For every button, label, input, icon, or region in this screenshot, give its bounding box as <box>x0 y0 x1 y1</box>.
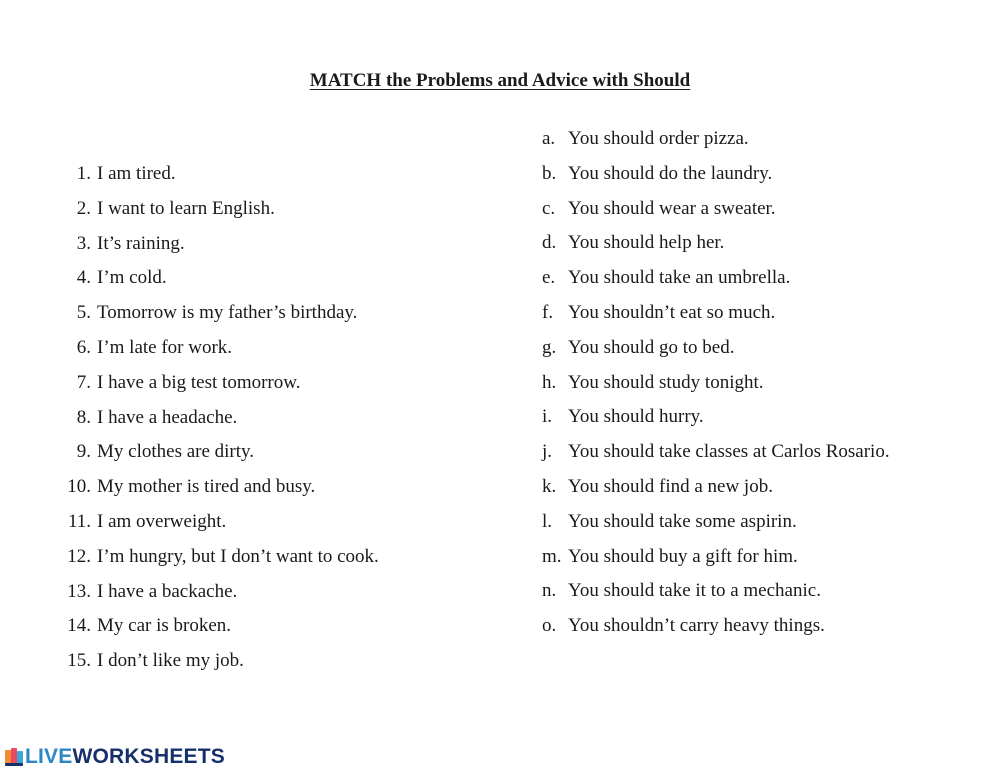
advice-text: You should take classes at Carlos Rosario. <box>568 441 890 463</box>
advice-item <box>542 331 982 366</box>
advice-item <box>542 122 982 157</box>
problem-number: 12. <box>67 545 91 567</box>
advice-item <box>542 157 982 192</box>
problem-number: 3. <box>76 232 91 254</box>
problem-number: 5. <box>76 302 91 324</box>
problem-item <box>56 227 456 262</box>
problem-item <box>56 401 456 436</box>
advice-item <box>542 609 982 644</box>
problem-number: 8. <box>76 406 91 428</box>
liveworksheets-logo-icon <box>4 747 24 767</box>
advice-letter: k. <box>542 475 557 497</box>
advice-text: You should hurry. <box>568 406 704 428</box>
problem-number: 2. <box>76 197 91 219</box>
problem-text: I don’t like my job. <box>97 650 244 672</box>
advice-text: You should study tonight. <box>568 371 764 393</box>
advice-text: You should order pizza. <box>568 128 749 149</box>
problem-text: It’s raining. <box>97 232 185 254</box>
problem-number: 1. <box>76 163 91 184</box>
advice-letter: h. <box>542 371 557 393</box>
problem-item <box>56 540 456 575</box>
problem-text: My clothes are dirty. <box>97 441 255 463</box>
advice-item <box>542 226 982 261</box>
advice-text: You should buy a gift for him. <box>568 545 798 567</box>
advice-item <box>542 505 982 540</box>
problem-number: 15. <box>67 650 91 672</box>
advice-letter: d. <box>542 232 557 254</box>
advice-text: You should take an umbrella. <box>568 267 791 289</box>
advice-text: You should go to bed. <box>568 336 735 358</box>
advice-item <box>542 400 982 435</box>
problem-number: 10. <box>67 476 91 498</box>
liveworksheets-logo[interactable] <box>4 745 225 769</box>
problem-number: 9. <box>76 441 91 463</box>
advice-letter: i. <box>542 406 553 428</box>
advice-text: You should wear a sweater. <box>568 197 776 219</box>
worksheet-title: MATCH the Problems and Advice with Should <box>309 70 691 91</box>
advice-letter: m. <box>542 545 562 567</box>
advice-item <box>542 366 982 401</box>
advice-letter: g. <box>542 336 557 358</box>
problem-text: I’m hungry, but I don’t want to cook. <box>97 545 379 567</box>
problem-item <box>56 261 456 296</box>
problem-item <box>56 505 456 540</box>
advice-letter: a. <box>542 128 556 149</box>
problem-text: I am overweight. <box>97 510 227 532</box>
problem-number: 13. <box>67 580 91 602</box>
advice-letter: b. <box>542 162 557 184</box>
advice-item <box>542 470 982 505</box>
problem-item <box>56 366 456 401</box>
advice-letter: n. <box>542 580 557 602</box>
problem-number: 11. <box>67 510 91 532</box>
advice-item <box>542 574 982 609</box>
problem-text: Tomorrow is my father’s birthday. <box>97 302 358 324</box>
problem-text: My mother is tired and busy. <box>97 476 316 498</box>
advice-list <box>542 122 982 644</box>
advice-letter: j. <box>542 441 553 463</box>
problem-text: I have a backache. <box>97 580 238 602</box>
advice-item <box>542 261 982 296</box>
problem-item <box>56 470 456 505</box>
advice-letter: c. <box>542 197 556 219</box>
advice-text: You should help her. <box>568 232 725 254</box>
problem-number: 6. <box>76 336 91 358</box>
problem-number: 14. <box>67 615 91 637</box>
problems-list <box>56 157 456 679</box>
problem-item <box>56 157 456 192</box>
advice-item <box>542 296 982 331</box>
problem-item <box>56 609 456 644</box>
advice-letter: o. <box>542 615 557 637</box>
problem-text: I have a headache. <box>97 406 238 428</box>
logo-text-live: LIVE <box>25 745 73 768</box>
advice-item <box>542 192 982 227</box>
problem-item <box>56 192 456 227</box>
advice-text: You shouldn’t eat so much. <box>568 301 776 323</box>
advice-text: You should do the laundry. <box>568 162 773 184</box>
problem-item <box>56 296 456 331</box>
advice-item <box>542 540 982 575</box>
advice-text: You should take some aspirin. <box>568 510 797 532</box>
problem-text: I’m cold. <box>97 267 167 289</box>
advice-letter: l. <box>542 510 553 532</box>
problem-text: I’m late for work. <box>97 336 233 358</box>
advice-text: You should take it to a mechanic. <box>568 580 821 602</box>
problem-item <box>56 644 456 679</box>
problem-text: I have a big test tomorrow. <box>97 371 301 393</box>
problem-item <box>56 575 456 610</box>
problem-text: My car is broken. <box>97 615 232 637</box>
logo-text-worksheets: WORKSHEETS <box>72 745 225 768</box>
problem-text: I am tired. <box>97 163 176 184</box>
advice-item <box>542 435 982 470</box>
advice-text: You shouldn’t carry heavy things. <box>568 615 825 637</box>
advice-text: You should find a new job. <box>568 475 773 497</box>
problem-number: 4. <box>76 267 91 289</box>
problem-item <box>56 331 456 366</box>
advice-letter: f. <box>542 301 554 323</box>
problem-item <box>56 435 456 470</box>
problem-number: 7. <box>76 371 91 393</box>
advice-letter: e. <box>542 267 556 289</box>
problem-text: I want to learn English. <box>97 197 275 219</box>
